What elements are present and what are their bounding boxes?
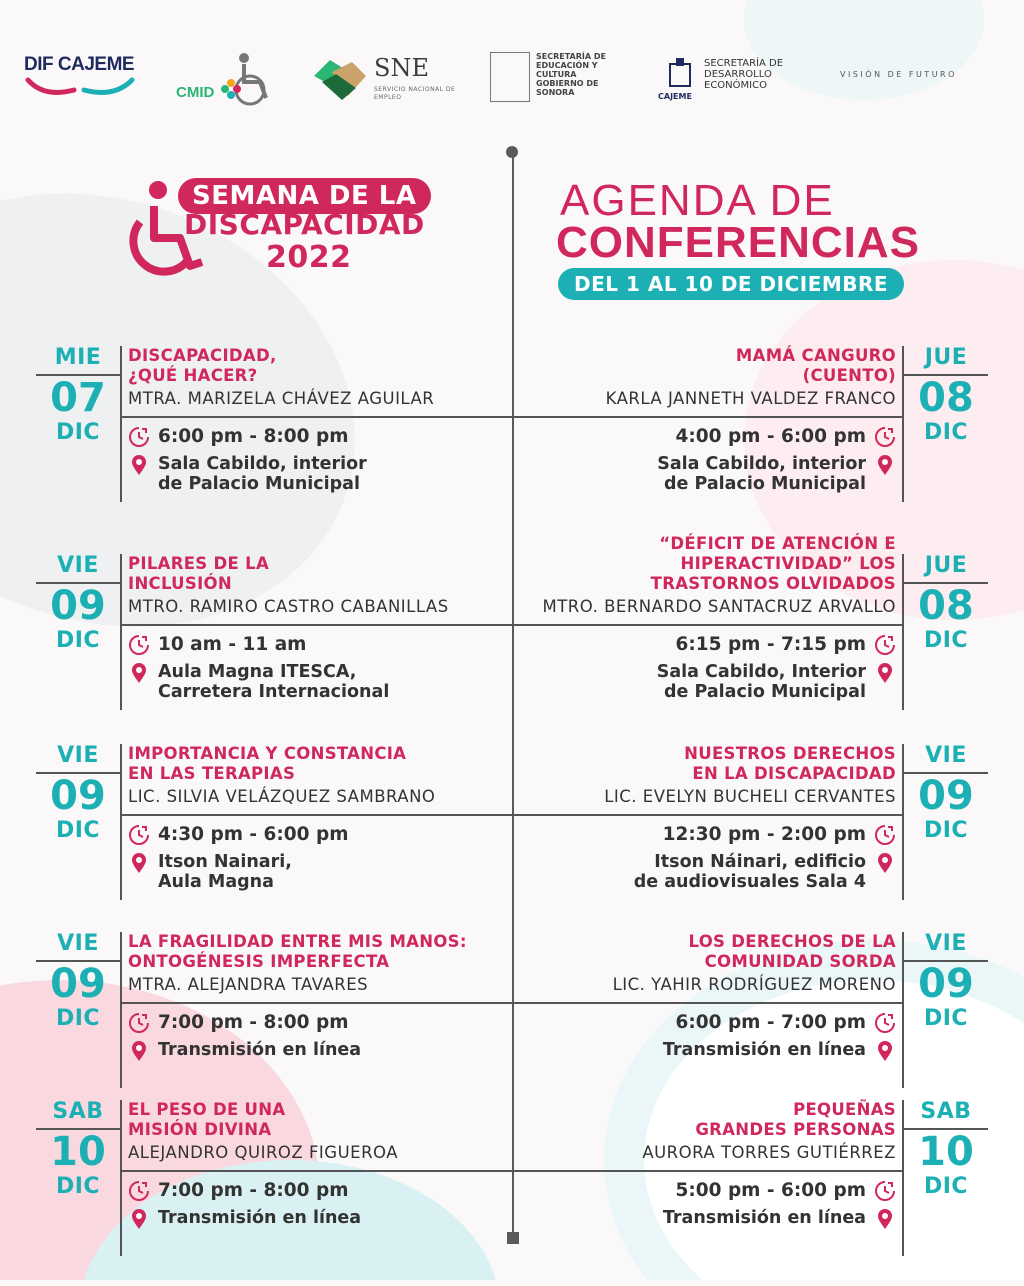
event-time-row xyxy=(516,426,896,448)
event-time: 12:30 pm - 2:00 pm xyxy=(662,824,866,845)
sne-logo-subtitle: SERVICIO NACIONAL DE EMPLEO xyxy=(374,86,456,101)
event-title-line: HIPERACTIVIDAD” LOS xyxy=(680,554,896,573)
event-title-line: ¿QUÉ HACER? xyxy=(128,366,258,385)
event-place-row xyxy=(516,454,896,494)
event-place xyxy=(158,1040,361,1060)
cmid-logo-text: CMID xyxy=(176,84,215,101)
event-vertical-divider xyxy=(120,744,122,900)
event-time: 6:15 pm - 7:15 pm xyxy=(675,634,866,655)
hands-icon xyxy=(24,76,136,98)
event-text xyxy=(128,346,512,410)
event-title-line: EN LA DISCAPACIDAD xyxy=(692,764,896,783)
event-title-line: EL PESO DE UNA xyxy=(128,1100,286,1119)
event-speaker: LIC. EVELYN BUCHELI CERVANTES xyxy=(604,787,896,806)
event-time: 6:00 pm - 8:00 pm xyxy=(158,426,349,447)
event-day-number: 08 xyxy=(918,583,974,629)
event-speaker: ALEJANDRO QUIROZ FIGUEROA xyxy=(128,1143,399,1162)
event-month: DIC xyxy=(923,818,969,843)
event-date xyxy=(36,554,120,654)
event-vertical-divider xyxy=(902,744,904,900)
event-text xyxy=(512,744,896,808)
location-pin-icon xyxy=(874,1208,896,1230)
event-horizontal-divider xyxy=(512,416,904,418)
secretaria-educacion-logo xyxy=(490,52,640,116)
event-month: DIC xyxy=(55,818,101,843)
vision-de-futuro-logo xyxy=(840,70,957,134)
event-time-row xyxy=(516,634,896,656)
event-title-line: GRANDES PERSONAS xyxy=(695,1120,896,1139)
event-vertical-divider xyxy=(120,554,122,710)
event-place xyxy=(158,1208,361,1228)
event-time-row xyxy=(516,1180,896,1202)
event-place-line: de audiovisuales Sala 4 xyxy=(633,872,866,892)
event-place-line: Transmisión en línea xyxy=(158,1040,362,1060)
logo-bar xyxy=(24,46,1004,110)
event-speaker: LIC. YAHIR RODRÍGUEZ MORENO xyxy=(612,975,896,994)
event-day-number: 07 xyxy=(50,375,106,421)
event-time-row xyxy=(516,1012,896,1034)
event-card xyxy=(36,744,512,930)
event-place-line: de Palacio Municipal xyxy=(158,474,360,494)
event-place-line: Carretera Internacional xyxy=(158,682,390,702)
event-day-number: 09 xyxy=(50,583,106,629)
event-vertical-divider xyxy=(902,346,904,502)
event-place-line: Itson Náinari, edificio xyxy=(654,852,866,872)
event-weekday: SAB xyxy=(52,1099,104,1124)
event-place-line: Sala Cabildo, interior xyxy=(158,454,367,474)
event-vertical-divider xyxy=(120,932,122,1088)
event-time-row xyxy=(128,1180,508,1202)
event-place-line: Aula Magna ITESCA, xyxy=(158,662,357,682)
clock-icon xyxy=(874,426,896,448)
semana-title xyxy=(118,176,458,286)
event-weekday: VIE xyxy=(925,931,967,956)
event-vertical-divider xyxy=(902,1100,904,1256)
event-time: 6:00 pm - 7:00 pm xyxy=(675,1012,866,1033)
event-place-line: Aula Magna xyxy=(158,872,274,892)
event-speaker: KARLA JANNETH VALDEZ FRANCO xyxy=(605,389,896,408)
event-info xyxy=(128,426,508,494)
event-info xyxy=(516,1012,896,1062)
event-time: 4:00 pm - 6:00 pm xyxy=(675,426,866,447)
event-weekday: VIE xyxy=(925,743,967,768)
event-horizontal-divider xyxy=(512,814,904,816)
event-weekday: JUE xyxy=(924,345,968,370)
event-info xyxy=(516,1180,896,1230)
event-day-number: 09 xyxy=(50,961,106,1007)
event-card xyxy=(512,932,988,1118)
event-time: 10 am - 11 am xyxy=(158,634,307,655)
clock-icon xyxy=(128,634,150,656)
event-title xyxy=(128,554,512,596)
event-title xyxy=(512,346,896,388)
event-card xyxy=(512,346,988,532)
event-place-row xyxy=(128,662,508,702)
event-weekday: MIE xyxy=(54,345,102,370)
event-info xyxy=(128,634,508,702)
clock-icon xyxy=(128,824,150,846)
event-vertical-divider xyxy=(120,1100,122,1256)
event-day-number: 08 xyxy=(918,375,974,421)
event-text xyxy=(128,932,512,996)
event-title-line: LA FRAGILIDAD ENTRE MIS MANOS: xyxy=(128,932,467,951)
event-vertical-divider xyxy=(902,932,904,1088)
handshake-icon xyxy=(312,52,368,104)
event-info xyxy=(128,824,508,892)
event-month: DIC xyxy=(923,420,969,445)
event-date xyxy=(904,554,988,654)
event-date xyxy=(904,1100,988,1200)
event-speaker: MTRO. BERNARDO SANTACRUZ ARVALLO xyxy=(542,597,896,616)
event-date xyxy=(36,744,120,844)
event-place-row xyxy=(128,852,508,892)
sne-logo xyxy=(312,52,472,116)
event-title xyxy=(512,534,896,596)
event-place-row xyxy=(516,1040,896,1062)
event-place xyxy=(657,662,866,702)
event-card xyxy=(36,1100,512,1286)
event-weekday: JUE xyxy=(924,553,968,578)
event-horizontal-divider xyxy=(120,1002,512,1004)
event-time: 4:30 pm - 6:00 pm xyxy=(158,824,349,845)
event-month: DIC xyxy=(55,628,101,653)
location-pin-icon xyxy=(128,852,150,874)
location-pin-icon xyxy=(128,1040,150,1062)
event-text xyxy=(512,1100,896,1164)
event-weekday: VIE xyxy=(57,931,99,956)
event-title-line: MISIÓN DIVINA xyxy=(128,1120,272,1139)
event-title-line: PEQUEÑAS xyxy=(793,1100,896,1119)
secretaria-desarrollo-text: SECRETARÍA DE DESARROLLO ECONÓMICO xyxy=(704,58,784,91)
event-place-line: Transmisión en línea xyxy=(158,1208,362,1228)
clock-icon xyxy=(128,1180,150,1202)
event-title xyxy=(512,1100,896,1142)
event-place-row xyxy=(516,1208,896,1230)
event-place-line: Itson Nainari, xyxy=(158,852,292,872)
event-day-number: 10 xyxy=(50,1129,106,1175)
event-date xyxy=(36,932,120,1032)
event-horizontal-divider xyxy=(120,416,512,418)
clock-icon xyxy=(874,1012,896,1034)
event-place xyxy=(657,454,866,494)
agenda-line2: CONFERENCIAS xyxy=(556,218,921,267)
event-place-row xyxy=(128,1208,508,1230)
event-month: DIC xyxy=(55,1006,101,1031)
event-date xyxy=(904,346,988,446)
event-time: 7:00 pm - 8:00 pm xyxy=(158,1012,349,1033)
event-horizontal-divider xyxy=(512,1170,904,1172)
event-place-line: Transmisión en línea xyxy=(662,1208,866,1228)
event-day-number: 09 xyxy=(918,773,974,819)
event-vertical-divider xyxy=(120,346,122,502)
event-place-line: Sala Cabildo, Interior xyxy=(656,662,866,682)
event-title-line: TRASTORNOS OLVIDADOS xyxy=(650,574,896,593)
event-horizontal-divider xyxy=(512,624,904,626)
event-speaker: MTRA. MARIZELA CHÁVEZ AGUILAR xyxy=(128,389,435,408)
event-month: DIC xyxy=(55,1174,101,1199)
sonora-seal-icon xyxy=(490,52,530,102)
location-pin-icon xyxy=(874,852,896,874)
sne-logo-text: SNE xyxy=(374,54,429,82)
event-date xyxy=(904,744,988,844)
event-place-row xyxy=(516,662,896,702)
event-info xyxy=(516,426,896,494)
vision-text: VISIÓN DE FUTURO xyxy=(840,70,957,79)
semana-line2: DISCAPACIDAD xyxy=(184,208,425,241)
event-horizontal-divider xyxy=(120,1170,512,1172)
event-text xyxy=(128,1100,512,1164)
flower-icon xyxy=(220,78,242,100)
event-speaker: MTRO. RAMIRO CASTRO CABANILLAS xyxy=(128,597,449,616)
event-vertical-divider xyxy=(902,554,904,710)
event-time: 7:00 pm - 8:00 pm xyxy=(158,1180,349,1201)
dif-cajeme-logo xyxy=(24,54,136,118)
event-day-number: 09 xyxy=(918,961,974,1007)
event-title-line: MAMÁ CANGURO xyxy=(735,346,896,365)
clock-icon xyxy=(874,824,896,846)
location-pin-icon xyxy=(874,454,896,476)
event-info xyxy=(128,1012,508,1062)
event-weekday: VIE xyxy=(57,553,99,578)
event-time: 5:00 pm - 6:00 pm xyxy=(675,1180,866,1201)
event-month: DIC xyxy=(55,420,101,445)
event-title-line: PILARES DE LA xyxy=(128,554,270,573)
event-place xyxy=(158,662,389,702)
event-weekday: SAB xyxy=(920,1099,972,1124)
event-title xyxy=(128,346,512,388)
event-month: DIC xyxy=(923,1174,969,1199)
agenda-line1: AGENDA DE xyxy=(560,176,835,225)
cmid-logo xyxy=(176,52,296,116)
event-info xyxy=(516,634,896,702)
event-title xyxy=(512,744,896,786)
semana-line1: SEMANA DE LA xyxy=(178,178,431,214)
event-speaker: AURORA TORRES GUTIÉRREZ xyxy=(642,1143,896,1162)
cajeme-label: CAJEME xyxy=(658,92,692,101)
event-title-line: INCLUSIÓN xyxy=(128,574,232,593)
event-title-line: ONTOGÉNESIS IMPERFECTA xyxy=(128,952,390,971)
event-place-row xyxy=(516,852,896,892)
event-card xyxy=(512,1100,988,1286)
event-card xyxy=(512,534,988,740)
event-speaker: MTRA. ALEJANDRA TAVARES xyxy=(128,975,369,994)
event-title-line: “DÉFICIT DE ATENCIÓN E xyxy=(659,534,896,553)
event-place-line: de Palacio Municipal xyxy=(664,682,866,702)
event-horizontal-divider xyxy=(120,814,512,816)
event-place-line: Transmisión en línea xyxy=(662,1040,866,1060)
event-date xyxy=(904,932,988,1032)
event-horizontal-divider xyxy=(120,624,512,626)
event-day-number: 09 xyxy=(50,773,106,819)
semana-year: 2022 xyxy=(266,240,352,275)
event-info xyxy=(516,824,896,892)
clock-icon xyxy=(128,426,150,448)
event-title xyxy=(128,744,512,786)
location-pin-icon xyxy=(128,662,150,684)
event-text xyxy=(512,534,896,618)
event-month: DIC xyxy=(923,628,969,653)
event-weekday: VIE xyxy=(57,743,99,768)
event-time-row xyxy=(128,1012,508,1034)
event-title xyxy=(512,932,896,974)
event-date xyxy=(36,346,120,446)
clock-icon xyxy=(128,1012,150,1034)
agenda-dates-pill: DEL 1 AL 10 DE DICIEMBRE xyxy=(558,268,904,300)
event-place xyxy=(663,1208,866,1228)
event-text xyxy=(512,346,896,410)
event-place xyxy=(634,852,866,892)
secretaria-desarrollo-logo xyxy=(658,58,834,122)
event-title-line: (CUENTO) xyxy=(802,366,896,385)
event-time-row xyxy=(128,426,508,448)
event-date xyxy=(36,1100,120,1200)
event-title xyxy=(128,932,512,974)
event-title-line: EN LAS TERAPIAS xyxy=(128,764,296,783)
location-pin-icon xyxy=(874,662,896,684)
event-time-row xyxy=(516,824,896,846)
event-speaker: LIC. SILVIA VELÁZQUEZ SAMBRANO xyxy=(128,787,436,806)
event-place-row xyxy=(128,454,508,494)
event-place xyxy=(158,852,292,892)
event-place xyxy=(158,454,367,494)
event-horizontal-divider xyxy=(512,1002,904,1004)
dif-logo-text: DIF CAJEME xyxy=(24,54,135,75)
event-month: DIC xyxy=(923,1006,969,1031)
event-card xyxy=(36,554,512,740)
event-card xyxy=(512,744,988,930)
secretaria-educacion-text: SECRETARÍA DE EDUCACIÓN Y CULTURA GOBIERNO DE SONORA xyxy=(536,52,606,97)
event-title-line: DISCAPACIDAD, xyxy=(128,346,277,365)
event-card xyxy=(36,346,512,532)
event-text xyxy=(512,932,896,996)
event-card xyxy=(36,932,512,1118)
event-place-row xyxy=(128,1040,508,1062)
clock-icon xyxy=(874,1180,896,1202)
event-title-line: NUESTROS DERECHOS xyxy=(684,744,896,763)
clock-icon xyxy=(874,634,896,656)
location-pin-icon xyxy=(874,1040,896,1062)
cajeme-seal-icon xyxy=(666,58,694,88)
event-text xyxy=(128,744,512,808)
event-info xyxy=(128,1180,508,1230)
event-text xyxy=(128,554,512,618)
event-place-line: de Palacio Municipal xyxy=(664,474,866,494)
event-place xyxy=(663,1040,866,1060)
event-title-line: IMPORTANCIA Y CONSTANCIA xyxy=(128,744,407,763)
event-place-line: Sala Cabildo, interior xyxy=(657,454,866,474)
event-title-line: COMUNIDAD SORDA xyxy=(704,952,896,971)
location-pin-icon xyxy=(128,454,150,476)
event-time-row xyxy=(128,634,508,656)
event-day-number: 10 xyxy=(918,1129,974,1175)
location-pin-icon xyxy=(128,1208,150,1230)
event-title-line: LOS DERECHOS DE LA xyxy=(688,932,896,951)
event-title xyxy=(128,1100,512,1142)
event-time-row xyxy=(128,824,508,846)
